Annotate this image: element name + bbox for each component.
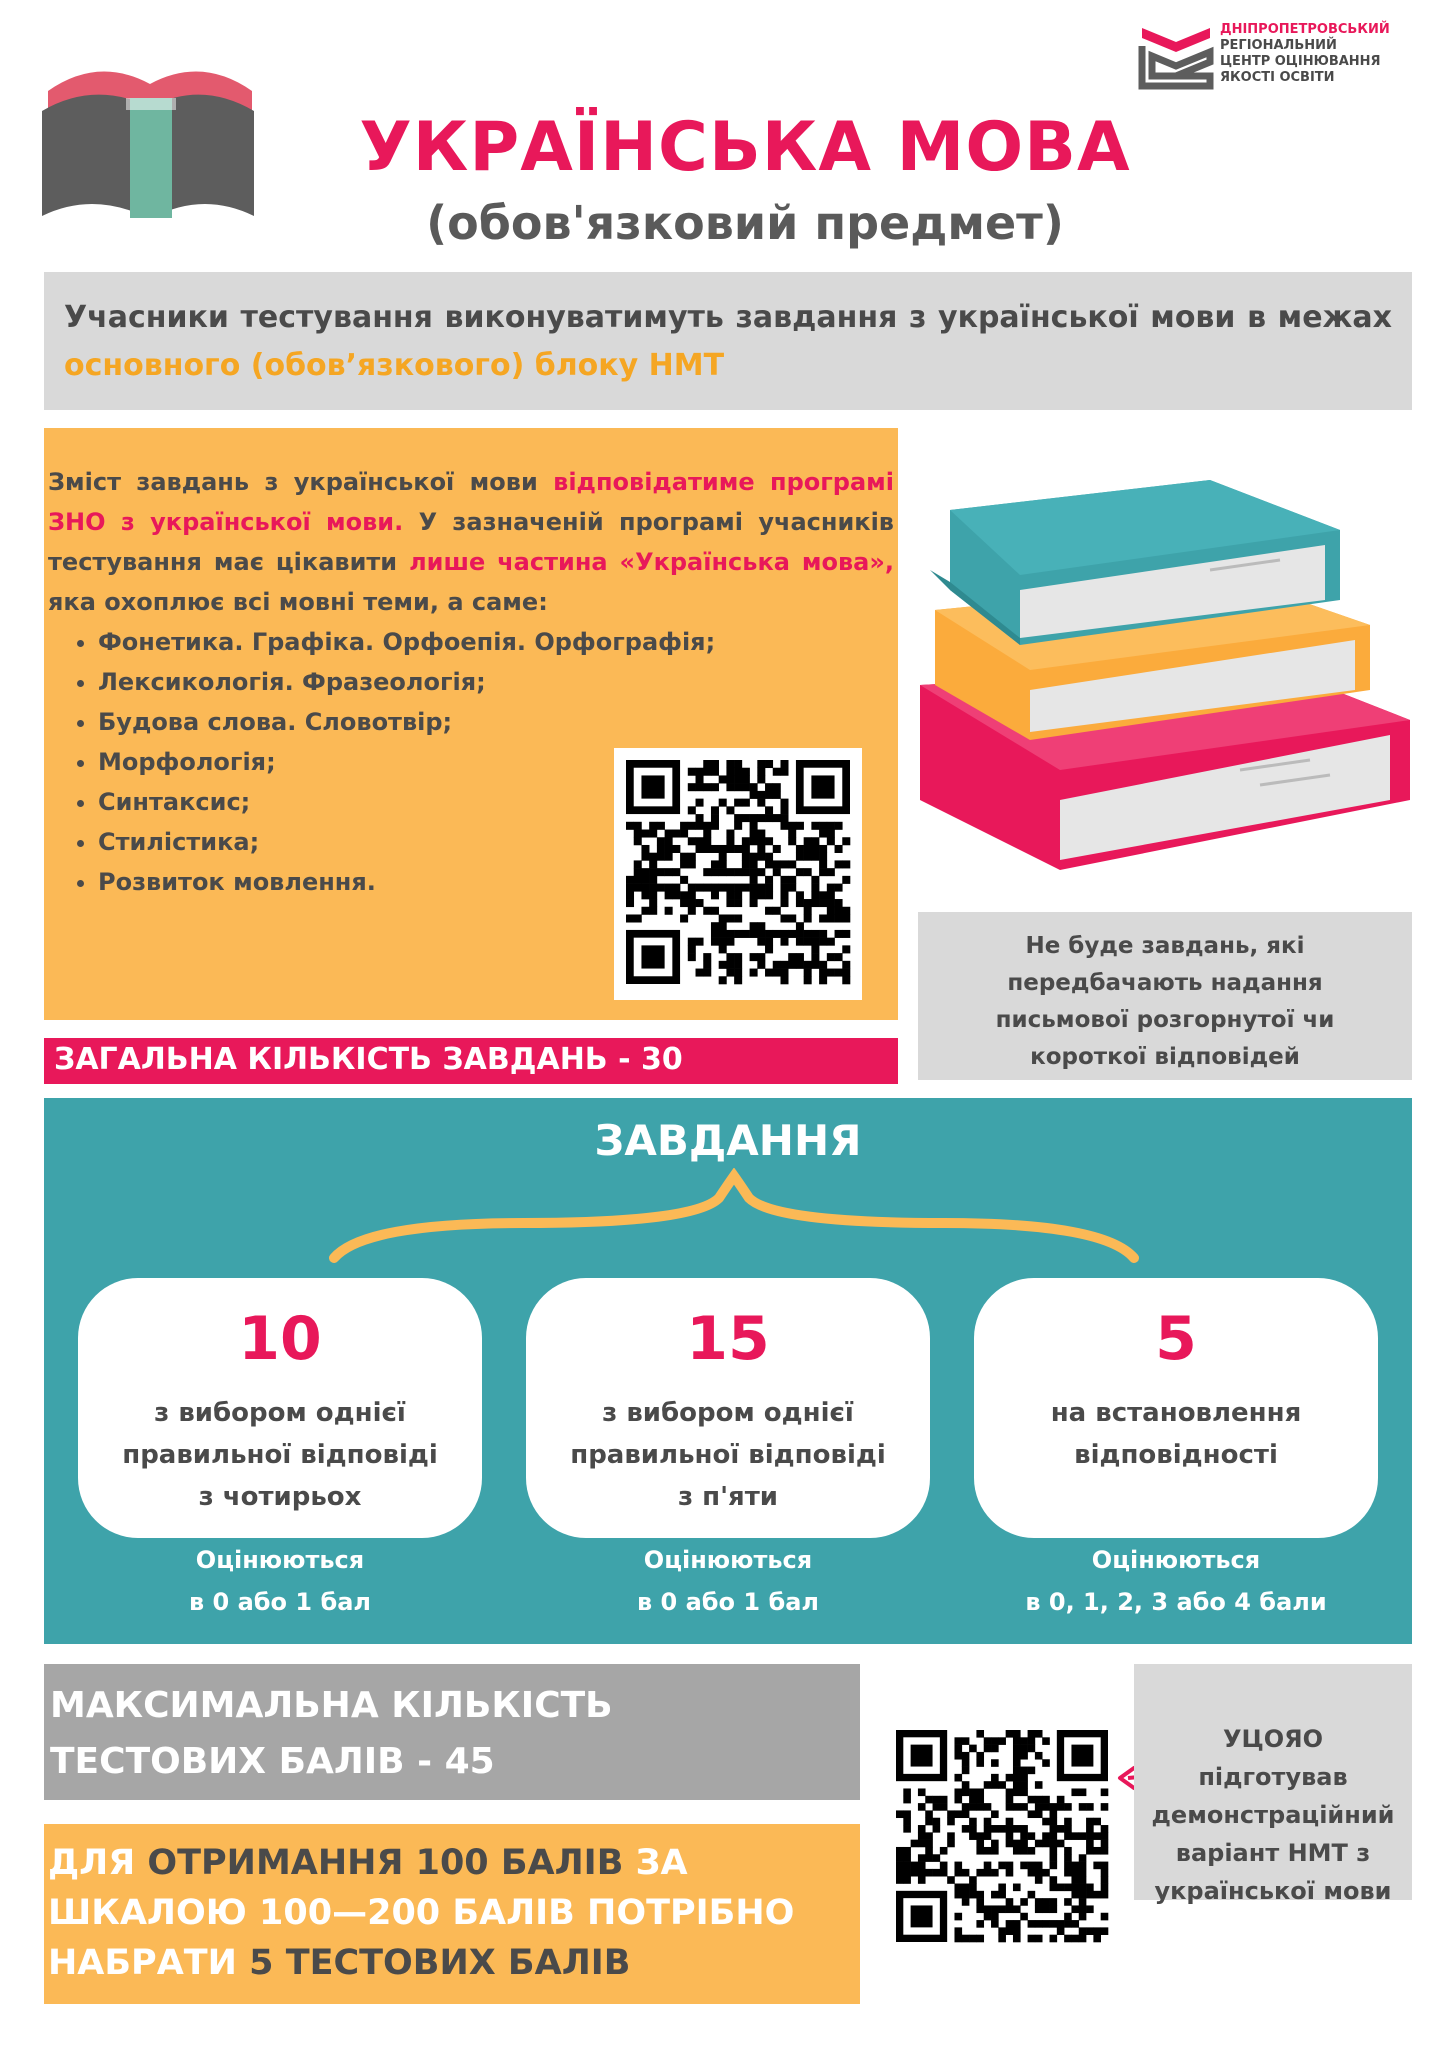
pass-highlight: 5 ТЕСТОВИХ БАЛІВ [249, 1943, 631, 1983]
open-book-icon [38, 36, 258, 226]
content-text: Зміст завдань з української мови [48, 468, 554, 496]
task-description: з вибором однієї правильної відповіді з чотирьох [122, 1398, 438, 1512]
task-count: 5 [1155, 1304, 1197, 1374]
demo-note-org: УЦОЯО [1222, 1725, 1324, 1753]
content-text: У зазначеній програмі учасників тестування має цікавити [48, 508, 894, 576]
tasks-section [44, 1098, 1412, 1644]
curly-brace-icon [324, 1168, 1144, 1278]
qr-code-program[interactable] [614, 748, 862, 1000]
qr-finder-marker [796, 760, 850, 814]
demo-note-text: підготував демонстраційний варіант НМТ з української мови [1151, 1763, 1395, 1905]
max-score-line: ТЕСТОВИХ БАЛІВ - 45 [50, 1741, 495, 1782]
list-item: • Розвиток мовлення. [98, 862, 894, 902]
list-item: • Фонетика. Графіка. Орфоепія. Орфографія; [98, 622, 894, 662]
intro-text: Учасники тестування виконуватимуть завдання з української мови в межах [64, 300, 1392, 335]
no-open-answer-note: Не буде завдань, які передбачають надання письмової розгорнутої чи короткої відповідей [918, 912, 1412, 1080]
task-card [526, 1278, 930, 1538]
score-label: Оцінюються [643, 1546, 813, 1574]
org-logo-line: ЯКОСТІ ОСВІТИ [1220, 70, 1335, 85]
qr-finder-marker [1057, 1730, 1108, 1781]
books-stack-icon [910, 470, 1420, 900]
task-count: 10 [238, 1304, 322, 1374]
pass-threshold-box [44, 1824, 860, 2004]
org-logo-line: ДНІПРОПЕТРОВСЬКИЙ [1220, 22, 1390, 37]
intro-box [44, 272, 1412, 410]
org-logo [1138, 22, 1438, 94]
list-item: • Морфологія; [98, 742, 894, 782]
task-card [974, 1278, 1378, 1538]
content-highlight: лише частина «Українська мова», [409, 548, 894, 576]
score-value: в 0 або 1 бал [189, 1588, 371, 1616]
score-value: в 0, 1, 2, 3 або 4 бали [1025, 1588, 1327, 1616]
org-logo-icon [1138, 24, 1214, 94]
list-item: • Синтаксис; [98, 782, 894, 822]
page-subtitle: (обов'язковий предмет) [426, 196, 1064, 250]
task-card [78, 1278, 482, 1538]
task-description: з вибором однієї правильної відповіді з п'яти [570, 1398, 886, 1512]
list-item: • Стилістика; [98, 822, 894, 862]
pass-text: ДЛЯ [48, 1843, 148, 1883]
pass-highlight: ОТРИМАННЯ 100 БАЛІВ [147, 1843, 624, 1883]
org-logo-line: РЕГІОНАЛЬНИЙ [1220, 38, 1337, 53]
tasks-heading: ЗАВДАННЯ [594, 1116, 862, 1165]
intro-highlight: основного (обов’язкового) блоку НМТ [64, 348, 725, 383]
qr-finder-marker [896, 1891, 947, 1942]
page-title: УКРАЇНСЬКА МОВА [359, 108, 1131, 187]
max-score-box [44, 1664, 860, 1800]
score-label: Оцінюються [195, 1546, 365, 1574]
org-logo-line: ЦЕНТР ОЦІНЮВАННЯ [1220, 54, 1381, 69]
score-label: Оцінюються [1091, 1546, 1261, 1574]
list-item: • Будова слова. Словотвір; [98, 702, 894, 742]
content-text: яка охоплює всі мовні теми, а саме: [48, 588, 548, 616]
qr-finder-marker [626, 760, 680, 814]
task-description: на встановлення відповідності [1050, 1398, 1302, 1470]
list-item: • Лексикологія. Фразеологія; [98, 662, 894, 702]
task-count: 15 [686, 1304, 770, 1374]
max-score-line: МАКСИМАЛЬНА КІЛЬКІСТЬ [50, 1685, 613, 1726]
demo-note-box [1134, 1664, 1412, 1905]
qr-code-demo[interactable] [890, 1724, 1114, 1948]
total-tasks-banner: ЗАГАЛЬНА КІЛЬКІСТЬ ЗАВДАНЬ - 30 [44, 1038, 898, 1084]
qr-finder-marker [896, 1730, 947, 1781]
score-value: в 0 або 1 бал [637, 1588, 819, 1616]
content-highlight: відповідатиме програмі ЗНО з української мови. [48, 468, 894, 536]
qr-finder-marker [626, 930, 680, 984]
pass-text: ЗА ШКАЛОЮ 100—200 БАЛІВ ПОТРІБНО НАБРАТИ [48, 1843, 795, 1983]
